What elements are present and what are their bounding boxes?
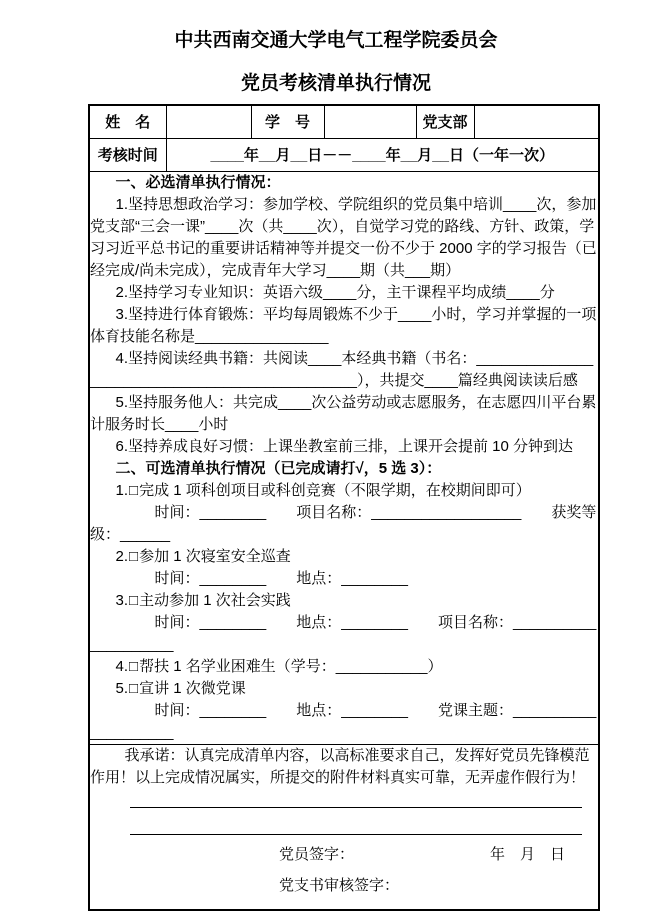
name-value-cell[interactable] — [166, 105, 251, 138]
optional-section-heading: 二、可选清单执行情况（已完成请打√，5 选 3）： — [115, 459, 442, 477]
secretary-signature-row — [90, 875, 598, 897]
optional-item-1 — [90, 480, 598, 502]
optional-item-3-fields: 时间：________ 地点：________ 项目名称：____________________ — [90, 613, 597, 653]
party-branch-value-cell[interactable] — [474, 105, 599, 138]
checkbox-icon[interactable]: □ — [129, 657, 139, 675]
checkbox-icon[interactable]: □ — [129, 591, 139, 609]
pledge-text: 我承诺：认真完成清单内容，以高标准要求自己，发挥好党员先锋模范作用！以上完成情况属实，所提交的附件材料真实可靠，无弄虚作假行为！ — [90, 746, 590, 786]
checkbox-icon[interactable]: □ — [129, 547, 139, 565]
optional-item-1-text: 完成 1 项科创项目或科创竞赛（不限学期，在校期间即可） — [139, 481, 531, 499]
info-row-identity — [89, 105, 599, 138]
optional-item-5-text: 宣讲 1 次微党课 — [139, 679, 246, 697]
optional-item-2-number: 2. — [115, 547, 129, 565]
form-title: 党员考核清单执行情况 — [240, 73, 431, 94]
checkbox-icon[interactable]: □ — [129, 481, 139, 499]
optional-item-1-number: 1. — [115, 481, 129, 499]
assessment-time-label: 考核时间 — [89, 138, 166, 171]
optional-item-2-text: 参加 1 次寝室安全巡查 — [139, 547, 291, 565]
optional-item-5 — [90, 678, 598, 700]
member-signature-row — [90, 844, 598, 866]
name-label: 姓 名 — [89, 105, 166, 138]
optional-item-2 — [90, 546, 598, 568]
pledge-blank-line-2[interactable] — [130, 808, 582, 835]
pledge-blank-line-1[interactable] — [130, 789, 582, 808]
required-item-4: 4.坚持阅读经典书籍：共阅读____本经典书籍（书名：______________________________________________），共提交____篇经典阅读读后感 — [90, 349, 594, 389]
required-item-1: 1.坚持思想政治学习：参加学校、学院组织的党员集中培训____次，参加党支部“三会一课”____次（共____次），自觉学习党的路线、方针、政策，学习习近平总书记的重要讲话精神等并提交一份不少于 2000 字的学习报告（已经完成/尚未完成），完成青年大学习____期（共___期） — [90, 195, 597, 279]
party-branch-label: 党支部 — [416, 105, 474, 138]
required-item-5: 5.坚持服务他人：共完成____次公益劳动或志愿服务，在志愿四川平台累计服务时长____小时 — [90, 393, 597, 433]
member-signature-label: 党员签字： — [279, 845, 355, 863]
info-row-time — [89, 138, 599, 171]
checklist-body — [89, 171, 599, 744]
optional-item-5-fields: 时间：________ 地点：________ 党课主题：____________________ — [90, 701, 597, 741]
pledge-row — [89, 744, 599, 910]
optional-item-5-number: 5. — [115, 679, 129, 697]
checklist-row — [89, 171, 599, 744]
assessment-form-table — [88, 104, 600, 911]
optional-item-4-number: 4. — [115, 657, 129, 675]
required-section-heading: 一、必选清单执行情况： — [115, 173, 281, 191]
optional-item-3-number: 3. — [115, 591, 129, 609]
required-item-6: 6.坚持养成良好习惯：上课坐教室前三排，上课开会提前 10 分钟到达 — [115, 437, 574, 455]
pledge-section — [89, 744, 599, 910]
optional-item-3 — [90, 590, 598, 612]
student-id-label: 学 号 — [251, 105, 324, 138]
optional-item-3-text: 主动参加 1 次社会实践 — [139, 591, 291, 609]
assessment-time-value: ____年__月__日－－____年__月__日（一年一次） — [166, 138, 599, 171]
secretary-signature-label: 党支书审核签字： — [279, 876, 400, 894]
required-item-2: 2.坚持学习专业知识：英语六级____分，主干课程平均成绩____分 — [115, 283, 555, 301]
student-id-value-cell[interactable] — [324, 105, 416, 138]
org-title: 中共西南交通大学电气工程学院委员会 — [174, 30, 498, 51]
checkbox-icon[interactable]: □ — [129, 679, 139, 697]
optional-item-2-fields: 时间：________ 地点：________ — [154, 569, 408, 587]
required-item-3: 3.坚持进行体育锻炼：平均每周锻炼不少于____小时，学习并掌握的一项体育技能名称是________________ — [90, 305, 597, 345]
optional-item-4 — [90, 656, 598, 678]
optional-item-1-fields: 时间：________ 项目名称：__________________ 获奖等级：______ — [90, 503, 597, 543]
optional-item-4-text: 帮扶 1 名学业困难生（学号：___________） — [139, 657, 443, 675]
date-label: 年 月 日 — [489, 845, 565, 863]
